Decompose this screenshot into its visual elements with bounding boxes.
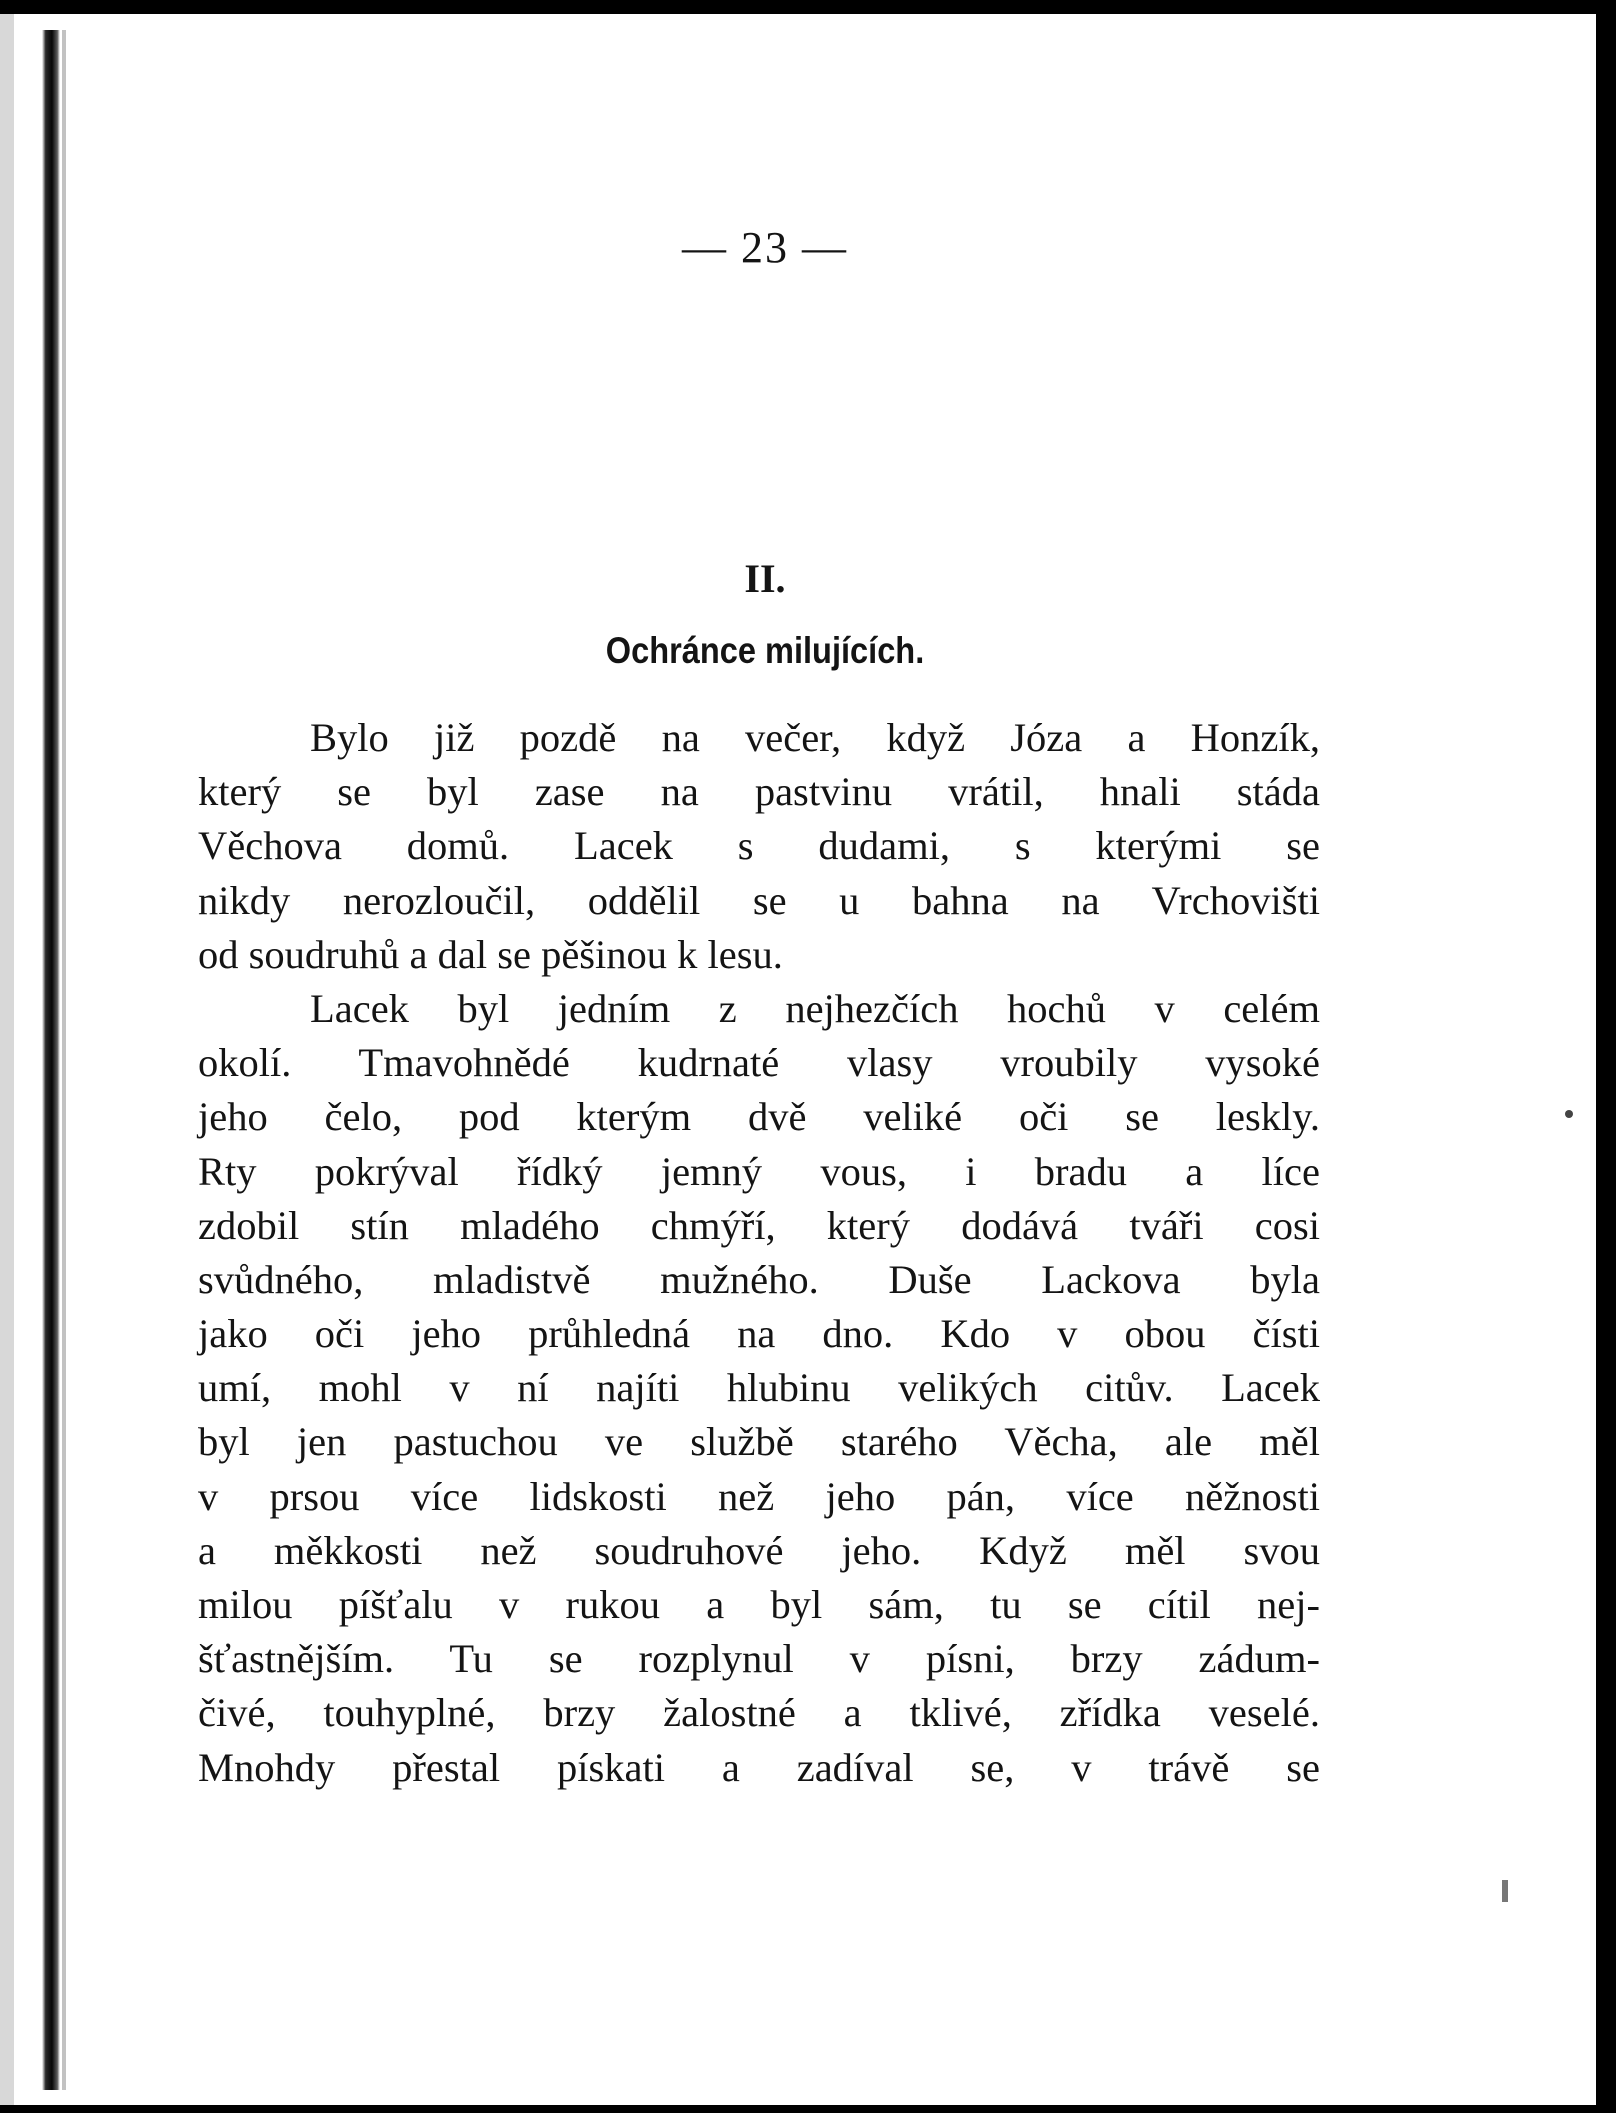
text-line: Lacek byl jedním z nejhezčích hochů v celém: [310, 985, 1320, 1031]
text-line: umí, mohl v ní najíti hlubinu velikých citův. Lacek: [198, 1365, 1320, 1411]
book-binding-shadow: [42, 30, 60, 2090]
page-number: — 23 —: [682, 223, 848, 272]
text-line: Bylo již pozdě na večer, když Józa a Honzík,: [310, 715, 1320, 760]
chapter-number: II.: [744, 556, 786, 601]
text-line: okolí. Tmavohnědé kudrnaté vlasy vroubily vysoké: [198, 1040, 1320, 1086]
text-line: Věchova domů. Lacek s dudami, s kterými se: [198, 823, 1320, 869]
book-binding-edge: [62, 30, 66, 2090]
text-line: nikdy nerozloučil, oddělil se u bahna na Vrchovišti: [198, 877, 1320, 923]
scan-top-border: [0, 0, 1616, 14]
text-line: čivé, touhyplné, brzy žalostné a tklivé, zřídka veselé.: [198, 1690, 1320, 1736]
text-line: zdobil stín mladého chmýří, který dodává tváři cosi: [198, 1202, 1320, 1248]
text-line: v prsou více lidskosti než jeho pán, více něžnosti: [198, 1473, 1320, 1519]
text-line: Mnohdy přestal pískati a zadíval se, v trávě se: [198, 1744, 1320, 1790]
text-line: svůdného, mladistvě mužného. Duše Lackova byla: [198, 1256, 1320, 1302]
scan-speck: [1502, 1880, 1508, 1902]
text-line: který se byl zase na pastvinu vrátil, hnali stáda: [198, 769, 1320, 815]
text-line: byl jen pastuchou ve službě starého Věcha, ale měl: [198, 1419, 1320, 1465]
body-text: [198, 711, 1320, 1795]
scan-speck: [1565, 1110, 1573, 1118]
text-line: Rty pokrýval řídký jemný vous, i bradu a líce: [198, 1148, 1320, 1194]
scan-right-border: [1596, 0, 1616, 2113]
chapter-title: Ochránce milujících.: [605, 630, 925, 671]
text-line: milou píšťalu v rukou a byl sám, tu se cítil nej-: [198, 1582, 1320, 1627]
scan-bottom-border: [0, 2105, 1616, 2113]
text-line: od soudruhů a dal se pěšinou k lesu.: [198, 931, 783, 977]
text-line: a měkkosti než soudruhové jeho. Když měl svou: [198, 1527, 1320, 1573]
text-line: jeho čelo, pod kterým dvě veliké oči se leskly.: [198, 1094, 1320, 1140]
text-line: šťastnějším. Tu se rozplynul v písni, brzy zádum-: [198, 1636, 1320, 1682]
scan-left-edge: [0, 0, 14, 2113]
text-line: jako oči jeho průhledná na dno. Kdo v obou čísti: [198, 1311, 1320, 1357]
